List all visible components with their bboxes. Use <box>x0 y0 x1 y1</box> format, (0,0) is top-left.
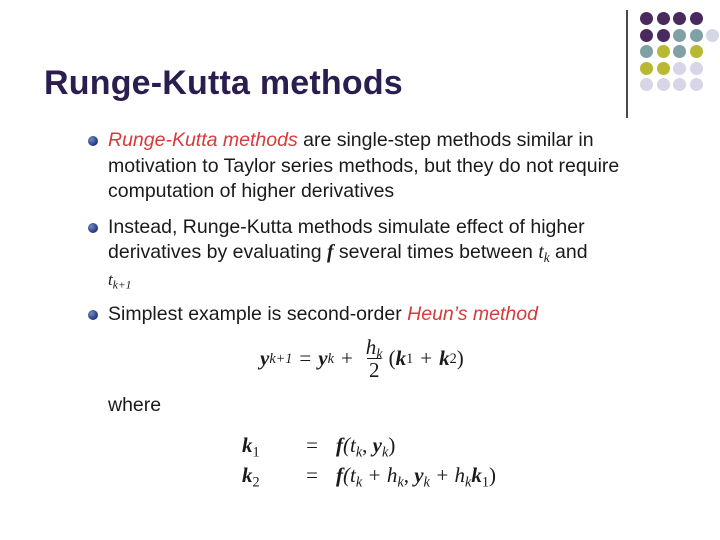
decorative-dot-purple <box>657 29 670 42</box>
decorative-dot-lavender <box>640 78 653 91</box>
fraction: $\frac{h_k}{2}$ <box>365 335 383 382</box>
bullet-icon <box>88 136 98 146</box>
decorative-dot-purple <box>690 12 703 25</box>
decorative-dot-lavender <box>706 29 719 42</box>
bullet-icon <box>88 310 98 320</box>
where-label: where <box>108 394 162 416</box>
decorative-dot-teal <box>673 45 686 58</box>
decorative-dot-olive <box>690 45 703 58</box>
highlight-heuns-method: Heun’s method <box>407 303 538 325</box>
decorative-dot-olive <box>640 62 653 75</box>
decorative-dot-teal <box>640 45 653 58</box>
bullet-icon <box>88 223 98 233</box>
slide-title: Runge-Kutta methods <box>44 64 403 102</box>
highlight-runge-kutta: Runge-Kutta methods <box>108 129 298 151</box>
title-divider-line <box>626 10 628 118</box>
decorative-dot-lavender <box>673 78 686 91</box>
decorative-dot-purple <box>640 12 653 25</box>
decorative-dot-lavender <box>673 62 686 75</box>
decorative-dot-lavender <box>657 78 670 91</box>
definition-k2: $k_2$ = $f(t_k + h_k$, $y_k + h_kk_1$) <box>242 462 497 490</box>
decorative-dot-teal <box>690 29 703 42</box>
bullet-3-line-1: Simplest example is second-order Heun’s method <box>108 303 538 325</box>
definitions-block <box>242 430 496 490</box>
decorative-dot-olive <box>657 45 670 58</box>
decorative-dot-purple <box>640 29 653 42</box>
decorative-dot-olive <box>657 62 670 75</box>
bullet-2-line-2: derivatives by evaluating f several times between $t_k$ and <box>108 241 588 265</box>
heun-formula: y k+1 = y k + $\frac{h_k}{2}$ ( k 1 + k 2 ) <box>260 335 464 382</box>
bullet-1-line-3: computation of higher derivatives <box>108 180 395 202</box>
decorative-dot-teal <box>673 29 686 42</box>
bullet-2-line-1: Instead, Runge-Kutta methods simulate effect of higher <box>108 216 585 238</box>
decorative-dot-lavender <box>690 78 703 91</box>
decorative-dot-purple <box>657 12 670 25</box>
bullet-1-line-1: Runge-Kutta methods are single-step methods similar in <box>108 129 594 151</box>
definition-k1: $k_1$ = $f(t_k$, $y_k$) <box>242 432 396 460</box>
bullet-2-line-3: $t_{k+1}$ <box>108 270 132 292</box>
bullet-1-line-2: motivation to Taylor series methods, but they do not require <box>108 155 620 177</box>
decorative-dot-purple <box>673 12 686 25</box>
decorative-dot-lavender <box>690 62 703 75</box>
